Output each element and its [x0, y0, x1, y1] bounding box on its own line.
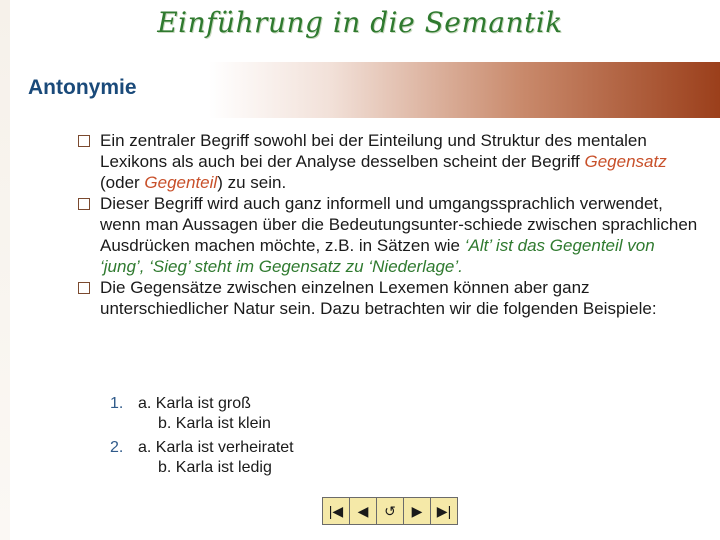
return-button[interactable] — [377, 498, 404, 524]
slide-content — [62, 130, 702, 319]
arrow-right-icon: ▶ — [411, 502, 423, 519]
checkbox-bullet-icon — [78, 198, 90, 210]
example-list — [110, 394, 294, 482]
bullet-3-text: Die Gegensätze zwischen einzelnen Lexemen können aber ganz unterschiedlicher Natur sein. Dazu betrachten wir die folgenden Beispiele: — [100, 278, 657, 318]
left-decor-bar — [0, 0, 10, 540]
example-item-2 — [110, 438, 294, 478]
example-1b: b. Karla ist klein — [158, 415, 271, 432]
previous-slide-button[interactable] — [350, 498, 377, 524]
example-number: 1. — [110, 395, 124, 412]
bullet-item-2 — [62, 193, 702, 277]
example-number: 2. — [110, 439, 124, 456]
slide-title: Einführung in die Semantik — [157, 6, 563, 39]
bullet-2-text: Dieser Begriff wird auch ganz informell und umgangssprachlich verwendet, wenn man Aussagen über die Bedeutungsunter-schiede zwischen sprachlichen Ausdrücken machen möchte, z.B. in Sätzen wie — [100, 194, 698, 255]
bullet-item-1 — [62, 130, 702, 193]
slide-navigation — [322, 497, 458, 525]
bullet-1-text-pre: Ein zentraler Begriff sowohl bei der Einteilung und Struktur des mentalen Lexikons als auch bei der Analyse desselben scheint der Begriff — [100, 131, 647, 171]
first-slide-button[interactable] — [323, 498, 350, 524]
term-gegenteil: Gegenteil — [144, 173, 218, 192]
term-gegensatz: Gegensatz — [584, 152, 667, 171]
checkbox-bullet-icon — [78, 135, 90, 147]
example-2a: a. Karla ist verheiratet — [138, 439, 294, 456]
example-sentences: ‘Alt’ ist das Gegenteil von ‘jung’, ‘Sieg’ steht im Gegensatz zu ‘Niederlage’. — [100, 236, 655, 276]
example-1a: a. Karla ist groß — [138, 395, 251, 412]
arrow-left-icon: ◀ — [357, 502, 369, 519]
example-item-1 — [110, 394, 294, 434]
title-banner — [0, 0, 720, 55]
next-slide-button[interactable] — [404, 498, 431, 524]
heading-bar — [10, 62, 720, 118]
example-2b: b. Karla ist ledig — [158, 459, 272, 476]
skip-forward-icon: ▶| — [436, 502, 452, 519]
slide-heading: Antonymie — [28, 76, 137, 99]
return-icon: ↺ — [384, 502, 396, 519]
last-slide-button[interactable] — [431, 498, 457, 524]
skip-back-icon: |◀ — [328, 502, 344, 519]
bullet-item-3 — [62, 277, 702, 319]
checkbox-bullet-icon — [78, 282, 90, 294]
bullet-1-text-post: ) zu sein. — [217, 173, 287, 192]
bullet-1-text-mid: (oder — [100, 173, 145, 192]
